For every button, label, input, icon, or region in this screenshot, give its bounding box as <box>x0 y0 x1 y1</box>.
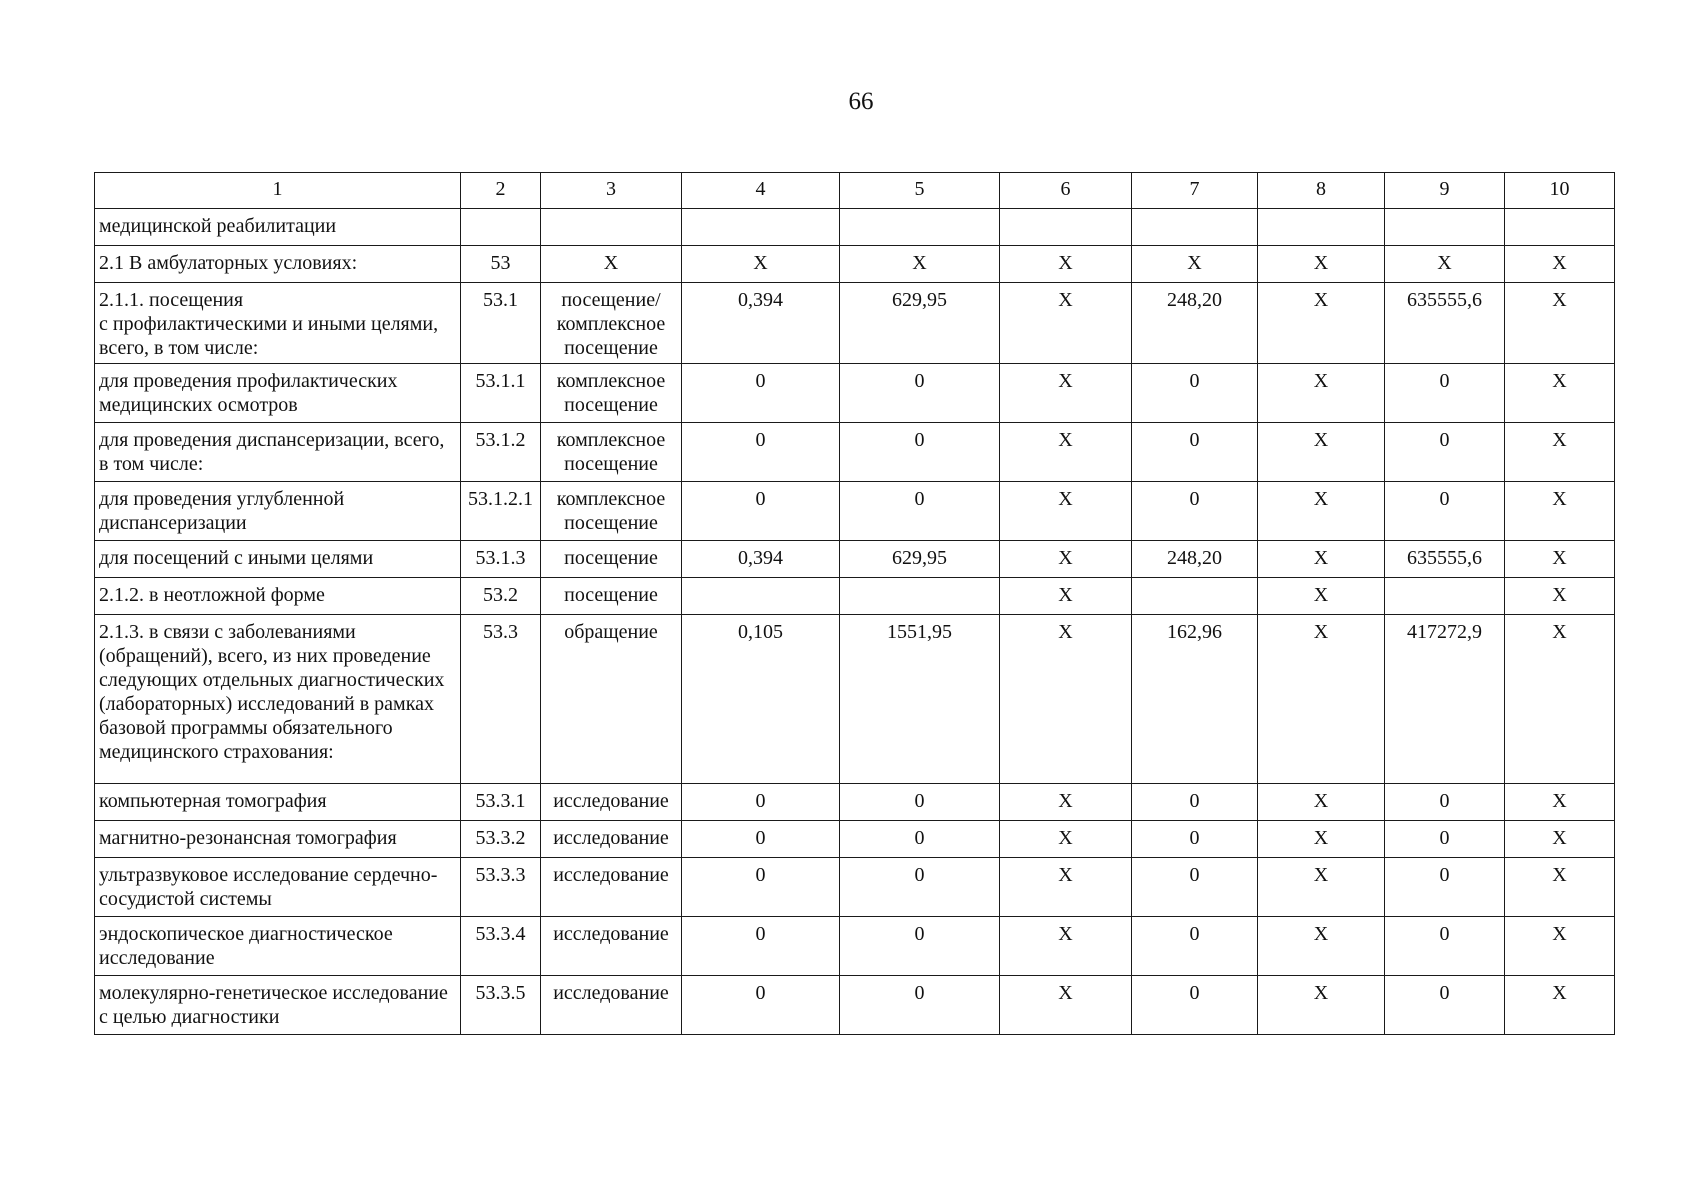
table-cell: 0 <box>1132 364 1258 423</box>
table-cell: 0 <box>1385 784 1505 821</box>
table-row <box>95 423 1615 482</box>
table-cell: X <box>1258 246 1385 283</box>
table-row <box>95 541 1615 578</box>
table-cell: 53.1 <box>461 283 541 364</box>
table-row <box>95 821 1615 858</box>
row-label-cell: магнитно-резонансная томография <box>95 821 461 858</box>
table-cell: исследование <box>541 976 682 1035</box>
table-cell: 635555,6 <box>1385 283 1505 364</box>
column-number: 5 <box>840 173 1000 209</box>
table-cell: X <box>1505 541 1615 578</box>
table-cell: X <box>1000 283 1132 364</box>
row-label-cell: 2.1.3. в связи с заболеваниями (обращений), всего, из них проведение следующих отдельных диагностических (лабораторных) исследований в рамках базовой программы обязательного медицинского страхования: <box>95 615 461 784</box>
table-cell: 0 <box>1385 858 1505 917</box>
table-cell: X <box>1000 364 1132 423</box>
table-cell: 53 <box>461 246 541 283</box>
row-label-cell: для проведения диспансеризации, всего, в том числе: <box>95 423 461 482</box>
table-cell: X <box>1385 246 1505 283</box>
table-cell: X <box>1258 615 1385 784</box>
table-cell: 0 <box>682 482 840 541</box>
column-number: 6 <box>1000 173 1132 209</box>
table-cell: комплексное посещение <box>541 364 682 423</box>
table-cell: 0 <box>682 821 840 858</box>
table-cell <box>1385 209 1505 246</box>
column-number: 10 <box>1505 173 1615 209</box>
table-cell: X <box>1505 784 1615 821</box>
table-cell: 417272,9 <box>1385 615 1505 784</box>
table-cell: 0 <box>1132 821 1258 858</box>
table-cell: 0 <box>840 364 1000 423</box>
table-header-row <box>95 173 1615 209</box>
table-cell <box>1000 209 1132 246</box>
table-cell: 53.1.3 <box>461 541 541 578</box>
table-cell: X <box>1000 917 1132 976</box>
table-cell: X <box>1000 541 1132 578</box>
table-cell: 0,105 <box>682 615 840 784</box>
table-row <box>95 578 1615 615</box>
table-row <box>95 482 1615 541</box>
table-cell: X <box>1505 423 1615 482</box>
row-label-cell: молекулярно-генетическое исследование с целью диагностики <box>95 976 461 1035</box>
table-cell: 162,96 <box>1132 615 1258 784</box>
table-cell <box>1132 209 1258 246</box>
table-cell: 0 <box>682 784 840 821</box>
table-row <box>95 615 1615 784</box>
table-cell: X <box>1000 423 1132 482</box>
table-cell: 0 <box>1132 858 1258 917</box>
table-cell: X <box>1132 246 1258 283</box>
table-cell: 0 <box>1132 976 1258 1035</box>
table-cell: 0 <box>1132 784 1258 821</box>
table-cell: 629,95 <box>840 283 1000 364</box>
table-cell: 53.3 <box>461 615 541 784</box>
table-row <box>95 209 1615 246</box>
table-cell: 0 <box>840 821 1000 858</box>
table-row <box>95 784 1615 821</box>
row-label-cell: для проведения углубленной диспансеризации <box>95 482 461 541</box>
table-cell: X <box>1505 821 1615 858</box>
table-cell: 0 <box>1385 482 1505 541</box>
table-cell: 0 <box>840 858 1000 917</box>
table-row <box>95 246 1615 283</box>
table-cell: 53.3.5 <box>461 976 541 1035</box>
table-cell: X <box>1505 976 1615 1035</box>
table-cell: X <box>1258 541 1385 578</box>
row-label-cell: компьютерная томография <box>95 784 461 821</box>
table-cell: 0 <box>682 423 840 482</box>
table-cell: комплексное посещение <box>541 482 682 541</box>
row-label-cell: 2.1 В амбулаторных условиях: <box>95 246 461 283</box>
table-cell: 0 <box>1385 917 1505 976</box>
table-cell: 0 <box>840 423 1000 482</box>
table-row <box>95 283 1615 364</box>
table-cell: 629,95 <box>840 541 1000 578</box>
column-number: 2 <box>461 173 541 209</box>
table-row <box>95 364 1615 423</box>
table-cell <box>1385 578 1505 615</box>
table-cell: исследование <box>541 821 682 858</box>
table-cell: 0 <box>682 917 840 976</box>
table-cell: X <box>840 246 1000 283</box>
table-cell: X <box>1505 246 1615 283</box>
table-row <box>95 976 1615 1035</box>
table-cell: 1551,95 <box>840 615 1000 784</box>
table-cell: X <box>1000 482 1132 541</box>
table-cell: X <box>1258 578 1385 615</box>
table-cell: X <box>1505 578 1615 615</box>
table-cell: 0 <box>1132 917 1258 976</box>
table-cell: 0 <box>682 976 840 1035</box>
table-cell: 53.3.2 <box>461 821 541 858</box>
table-cell: X <box>1258 423 1385 482</box>
table-cell <box>1258 209 1385 246</box>
table-cell: X <box>1505 858 1615 917</box>
table-cell: 0 <box>1385 423 1505 482</box>
table-cell: исследование <box>541 917 682 976</box>
table-cell: X <box>1000 246 1132 283</box>
table-cell <box>1505 209 1615 246</box>
table-cell: X <box>1258 364 1385 423</box>
table-cell: 53.1.2 <box>461 423 541 482</box>
table-cell: 0 <box>1385 821 1505 858</box>
table-row <box>95 917 1615 976</box>
column-number: 9 <box>1385 173 1505 209</box>
table-cell: 53.3.3 <box>461 858 541 917</box>
table-cell: 0 <box>840 976 1000 1035</box>
table-cell: посещение <box>541 541 682 578</box>
table-cell: X <box>541 246 682 283</box>
table-cell: 635555,6 <box>1385 541 1505 578</box>
table-cell: 0,394 <box>682 541 840 578</box>
table-cell: 0 <box>1385 364 1505 423</box>
table-cell: X <box>1505 917 1615 976</box>
table-cell: X <box>1258 482 1385 541</box>
table-cell <box>1132 578 1258 615</box>
column-number: 8 <box>1258 173 1385 209</box>
table-cell <box>682 209 840 246</box>
column-number: 7 <box>1132 173 1258 209</box>
table-cell: 53.1.2.1 <box>461 482 541 541</box>
table-cell: обращение <box>541 615 682 784</box>
table-cell: 0 <box>840 917 1000 976</box>
table-cell: 0 <box>1385 976 1505 1035</box>
table-cell: X <box>1000 578 1132 615</box>
table-cell: комплексное посещение <box>541 423 682 482</box>
table-cell <box>840 209 1000 246</box>
table-cell: 248,20 <box>1132 283 1258 364</box>
tariff-table <box>94 172 1615 1035</box>
table-cell: посещение <box>541 578 682 615</box>
table-cell: X <box>1258 976 1385 1035</box>
table-cell: X <box>1258 821 1385 858</box>
row-label-cell: для посещений с иными целями <box>95 541 461 578</box>
table-cell: 53.2 <box>461 578 541 615</box>
table-cell: X <box>1505 615 1615 784</box>
table-cell: 0 <box>840 482 1000 541</box>
table-cell: 0 <box>840 784 1000 821</box>
row-label-cell: для проведения профилактических медицинских осмотров <box>95 364 461 423</box>
table-cell: X <box>1000 858 1132 917</box>
tariff-table-container <box>94 172 1615 1035</box>
column-number: 3 <box>541 173 682 209</box>
table-cell: X <box>1000 821 1132 858</box>
table-cell: 53.1.1 <box>461 364 541 423</box>
row-label-cell: 2.1.1. посещения с профилактическими и иными целями, всего, в том числе: <box>95 283 461 364</box>
table-cell: исследование <box>541 858 682 917</box>
table-cell: X <box>1000 615 1132 784</box>
row-label-cell: медицинской реабилитации <box>95 209 461 246</box>
column-number: 4 <box>682 173 840 209</box>
table-cell: 0,394 <box>682 283 840 364</box>
page-number: 66 <box>848 88 874 115</box>
table-cell: X <box>1505 482 1615 541</box>
table-cell: X <box>1505 364 1615 423</box>
table-cell: 53.3.4 <box>461 917 541 976</box>
table-cell <box>682 578 840 615</box>
table-cell: 248,20 <box>1132 541 1258 578</box>
row-label-cell: эндоскопическое диагностическое исследование <box>95 917 461 976</box>
table-cell: X <box>1258 784 1385 821</box>
table-cell: 0 <box>682 364 840 423</box>
table-cell: 0 <box>1132 423 1258 482</box>
table-row <box>95 858 1615 917</box>
table-cell <box>840 578 1000 615</box>
table-cell: X <box>682 246 840 283</box>
column-number: 1 <box>95 173 461 209</box>
table-cell: X <box>1258 283 1385 364</box>
table-cell: 53.3.1 <box>461 784 541 821</box>
table-cell: 0 <box>682 858 840 917</box>
table-cell <box>461 209 541 246</box>
row-label-cell: 2.1.2. в неотложной форме <box>95 578 461 615</box>
row-label-cell: ультразвуковое исследование сердечно-сосудистой системы <box>95 858 461 917</box>
table-cell: посещение/ комплексное посещение <box>541 283 682 364</box>
table-cell: исследование <box>541 784 682 821</box>
table-cell <box>541 209 682 246</box>
table-cell: X <box>1000 784 1132 821</box>
table-cell: X <box>1505 283 1615 364</box>
table-cell: X <box>1258 858 1385 917</box>
table-cell: X <box>1000 976 1132 1035</box>
table-cell: 0 <box>1132 482 1258 541</box>
table-cell: X <box>1258 917 1385 976</box>
